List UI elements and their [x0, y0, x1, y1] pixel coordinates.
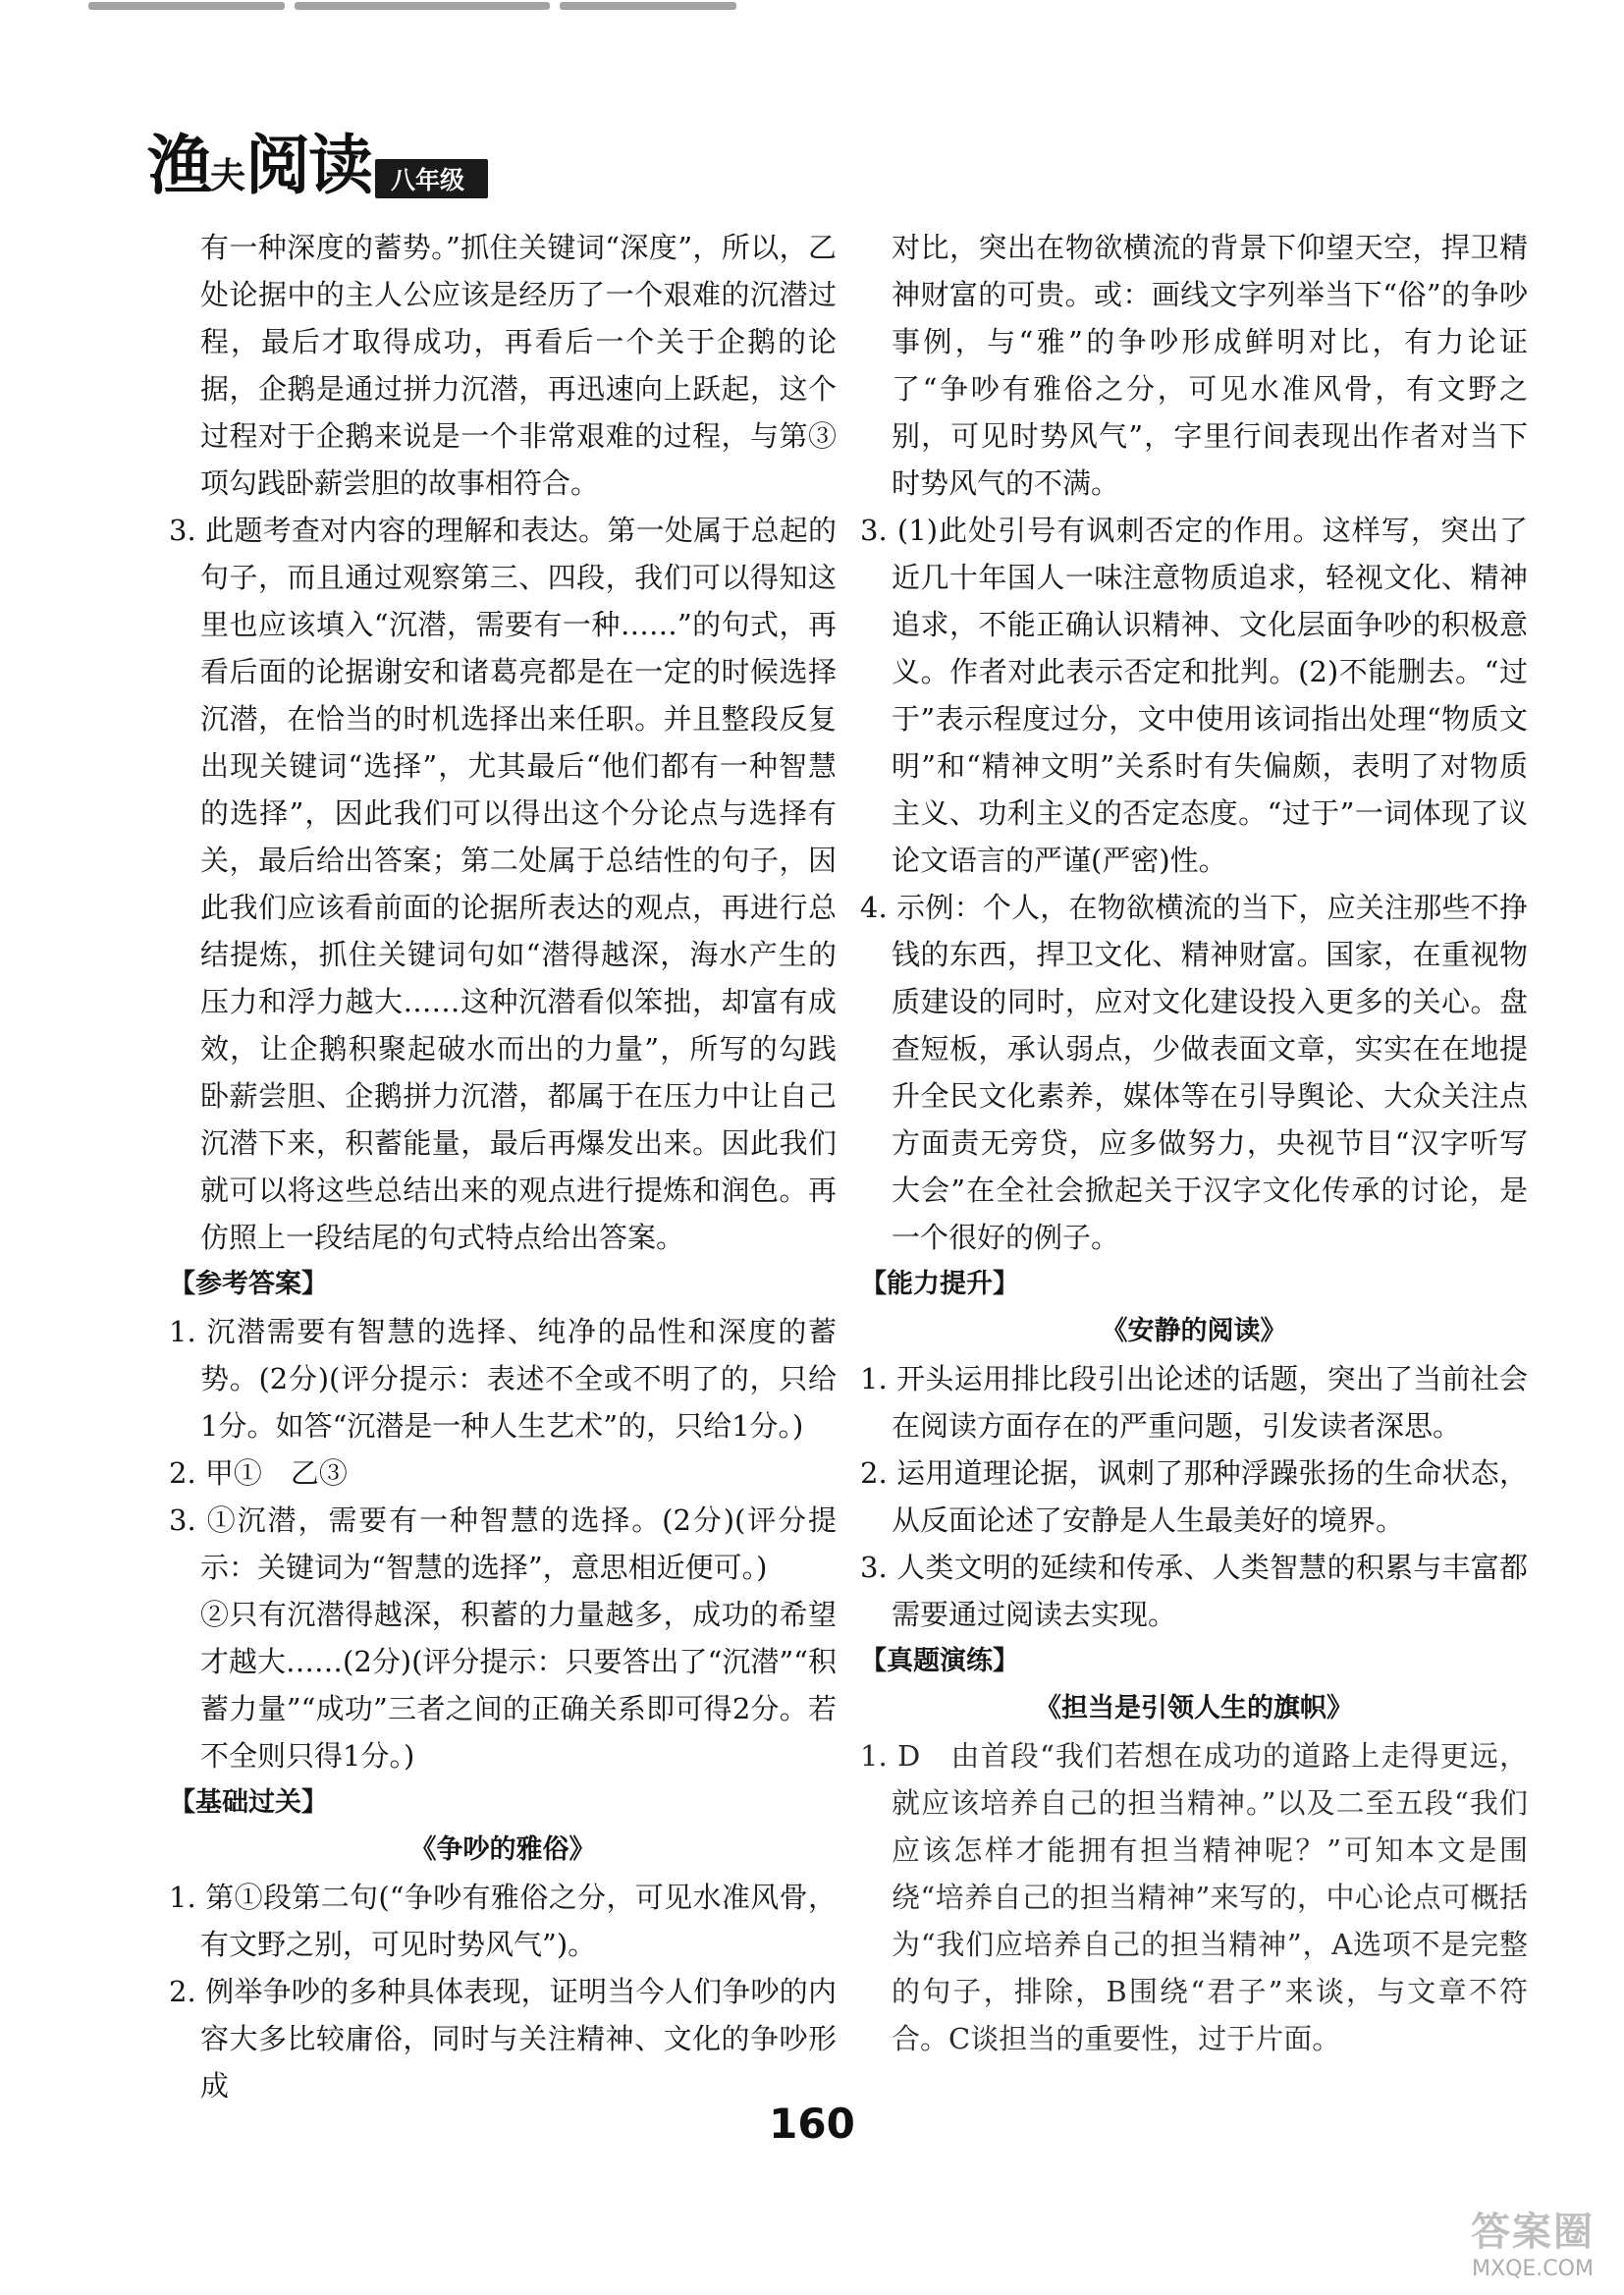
- watermark-url: MXQE.COM: [1472, 2257, 1594, 2281]
- section-heading-ability: 【能力提升】: [860, 1269, 1019, 1299]
- answer-item-c3: 3. (1)此处引号有讽刺否定的作用。这样写，突出了近几十年国人一味注意物质追求，轻视文化、精神追求，不能正确认识精神、文化层面争吵的积极意义。作者对此表示否定和批判。(2)不能删去。“过于”表示程度过分，文中使用该词指出处理“物质文明”和“精神文明”关系时有失偏颇，表明了对物质主义、功利主义的否定态度。“过于”一词体现了议论文语言的严谨(严密)性。: [860, 514, 1528, 877]
- section-heading-exam: 【真题演练】: [860, 1646, 1019, 1676]
- answer-item-d3: 3. 人类文明的延续和传承、人类智慧的积累与丰富都需要通过阅读去实现。: [860, 1551, 1528, 1631]
- answer-item-d2: 2. 运用道理论据，讽刺了那种浮躁张扬的生命状态，从反面论述了安静是人生最美好的境界。: [860, 1456, 1528, 1537]
- page-number: 160: [769, 2100, 855, 2148]
- article-title-2: 《安静的阅读》: [1101, 1316, 1287, 1346]
- scan-top-edge: [0, 0, 1624, 18]
- answer-item-3-explanation: 3. 此题考查对内容的理解和表达。第一处属于总起的句子，而且通过观察第三、四段，我们可以得知这里也应该填入“沉潜，需要有一种……”的句式，再看后面的论据谢安和诸葛亮都是在一定的时候选择沉潜，在恰当的时机选择出来任职。并且整段反复出现关键词“选择”，尤其最后“他们都有一种智慧的选择”，因此我们可以得出这个分论点与选择有关，最后给出答案；第二处属于总结性的句子，因此我们应该看前面的论据所表达的观点，再进行总结提炼，抓住关键词句如“潜得越深，海水产生的压力和浮力越大……这种沉潜看似笨拙，却富有成效，让企鹅积聚起破水而出的力量”，所写的勾践卧薪尝胆、企鹅拼力沉潜，都属于在压力中让自己沉潜下来，积蓄能量，最后再爆发出来。因此我们就可以将这些总结出来的观点进行提炼和润色。再仿照上一段结尾的句式特点给出答案。: [169, 514, 837, 1254]
- right-column: [860, 224, 1528, 2062]
- answer-item-b2: 2. 例举争吵的多种具体表现，证明当今人们争吵的内容大多比较庸俗，同时与关注精神、文化的争吵形成: [169, 1975, 837, 2103]
- answer-item-3-part-2: ②只有沉潜得越深，积蓄的力量越多，成功的希望才越大……(2分)(评分提示：只要答出了“沉潜”“积蓄力量”“成功”三者之间的正确关系即可得2分。若不全则只得1分。): [200, 1598, 837, 1773]
- section-heading-basic: 【基础过关】: [169, 1787, 328, 1818]
- answer-item-1: 1. 沉潜需要有智慧的选择、纯净的品性和深度的蓄势。(2分)(评分提示：表述不全或不明了的，只给1分。如答“沉潜是一种人生艺术”的，只给1分。): [169, 1315, 837, 1443]
- answer-item-b1: 1. 第①段第二句(“争吵有雅俗之分，可见水准风骨，有文野之别，可见时势风气”)。: [169, 1881, 837, 1961]
- paragraph-left-1: 有一种深度的蓄势。”抓住关键词“深度”，所以，乙处论据中的主人公应该是经历了一个艰难的沉潜过程，最后才取得成功，再看后一个关于企鹅的论据，企鹅是通过拼力沉潜，再迅速向上跃起，这个过程对于企鹅来说是一个非常艰难的过程，与第③项勾践卧薪尝胆的故事相符合。: [200, 231, 837, 500]
- answer-item-e1: 1. D 由首段“我们若想在成功的道路上走得更远，就应该培养自己的担当精神。”以及二至五段“我们应该怎样才能拥有担当精神呢？”可知本文是围绕“培养自己的担当精神”来写的，中心论点可概括为“我们应培养自己的担当精神”，A选项不是完整的句子，排除，B围绕“君子”来谈，与文章不符合。C谈担当的重要性，过于片面。: [860, 1739, 1528, 2055]
- article-title-1: 《争吵的雅俗》: [409, 1834, 596, 1865]
- article-title-3: 《担当是引领人生的旗帜》: [1035, 1693, 1353, 1723]
- book-header: [147, 127, 488, 210]
- paragraph-right-1: 对比，突出在物欲横流的背景下仰望天空，捍卫精神财富的可贵。或：画线文字列举当下“俗”的争吵事例，与“雅”的争吵形成鲜明对比，有力论证了“争吵有雅俗之分，可见水准风骨，有文野之别，可见时势风气”，字里行间表现出作者对当下时势风气的不满。: [892, 231, 1528, 500]
- section-heading-reference-answers: 【参考答案】: [169, 1269, 328, 1299]
- grade-badge: 八年级: [375, 159, 488, 198]
- logo-rest: 阅读: [245, 127, 372, 203]
- answer-item-3: 3. ①沉潜，需要有一种智慧的选择。(2分)(评分提示：关键词为“智慧的选择”，意思相近便可。): [169, 1503, 837, 1584]
- logo-small: 夫: [210, 155, 246, 196]
- answer-item-d1: 1. 开头运用排比段引出论述的话题，突出了当前社会在阅读方面存在的严重问题，引发读者深思。: [860, 1362, 1528, 1443]
- answer-item-c4: 4. 示例：个人，在物欲横流的当下，应关注那些不挣钱的东西，捍卫文化、精神财富。国家，在重视物质建设的同时，应对文化建设投入更多的关心。盘查短板，承认弱点，少做表面文章，实实在在地提升全民文化素养，媒体等在引导舆论、大众关注点方面责无旁贷，应多做努力，央视节目“汉字听写大会”在全社会掀起关于汉字文化传承的讨论，是一个很好的例子。: [860, 891, 1528, 1254]
- watermark-logo-text: 答案圈: [1471, 2210, 1595, 2255]
- book-logo: [147, 127, 372, 210]
- left-column: [169, 224, 837, 2109]
- answer-item-2: 2. 甲① 乙③: [169, 1456, 348, 1490]
- logo-main: 渔: [147, 127, 210, 203]
- site-watermark: [1459, 2201, 1606, 2281]
